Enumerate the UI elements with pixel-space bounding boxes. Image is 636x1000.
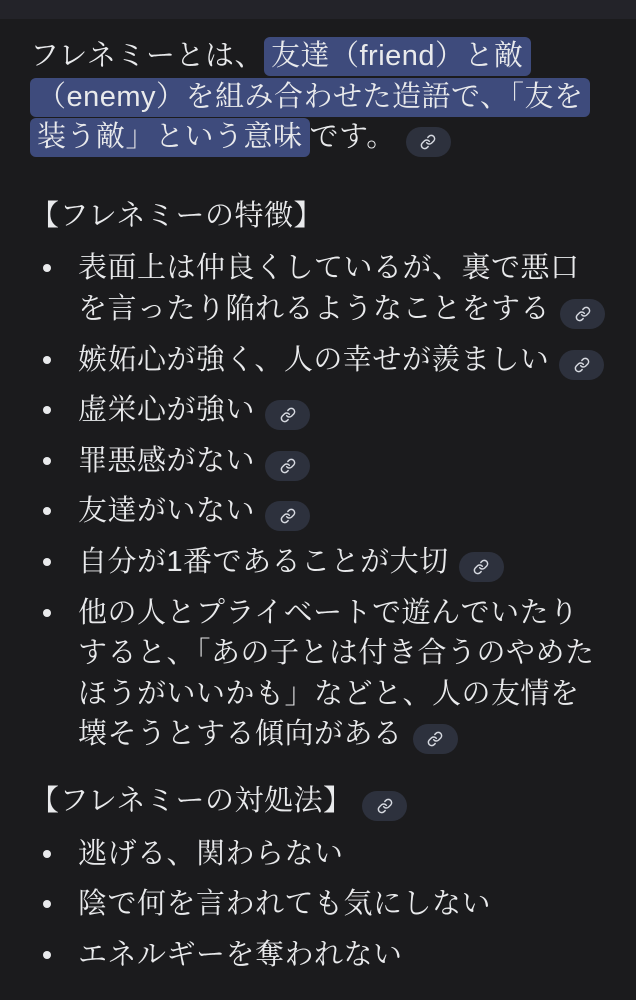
- source-link-button[interactable]: [265, 451, 310, 481]
- list-item: [30, 935, 606, 976]
- link-icon: [574, 357, 590, 373]
- list-item-body: [78, 248, 606, 329]
- source-link-button[interactable]: [362, 791, 407, 821]
- intro-text-end: です。: [309, 121, 396, 154]
- intro-highlighted-text: 友達（friend）と敵（enemy）を組み合わせた造語で、「友を装う敵」という意味: [30, 37, 590, 157]
- link-icon: [280, 458, 296, 474]
- list-item-body: [78, 340, 606, 381]
- answer-body: [0, 19, 636, 975]
- bullet-dot: [43, 264, 51, 272]
- list-item: [30, 491, 606, 532]
- list-item-text: 陰で何を言われても気にしない: [78, 888, 492, 921]
- bullet-list: [30, 248, 606, 755]
- list-item-text: 罪悪感がない: [78, 444, 256, 477]
- list-item-body: [78, 491, 606, 532]
- bullet-list: [30, 834, 606, 976]
- link-icon: [420, 134, 436, 150]
- source-link-button[interactable]: [265, 400, 310, 430]
- link-icon: [473, 559, 489, 575]
- link-icon: [575, 306, 591, 322]
- list-item-text: エネルギーを奪われない: [78, 938, 403, 971]
- list-item: [30, 593, 606, 755]
- list-item-text: 逃げる、関わらない: [78, 837, 344, 870]
- source-link-button[interactable]: [560, 299, 605, 329]
- source-link-button[interactable]: [406, 127, 451, 157]
- top-bar: [0, 0, 636, 19]
- list-item-text: 表面上は仲良くしているが、裏で悪口を言ったり陥れるようなことをする: [78, 252, 580, 325]
- bullet-dot: [43, 850, 51, 858]
- source-link-button[interactable]: [413, 724, 458, 754]
- list-item-text: 虚栄心が強い: [78, 394, 256, 427]
- bullet-dot: [43, 609, 51, 617]
- link-icon: [377, 798, 393, 814]
- list-item: [30, 441, 606, 482]
- list-item-text: 友達がいない: [78, 495, 256, 528]
- section-heading-text: 【フレネミーの対処法】: [30, 784, 353, 817]
- list-item-body: [78, 593, 606, 755]
- section-heading-text: 【フレネミーの特徴】: [30, 199, 323, 232]
- list-item: [30, 884, 606, 925]
- list-item: [30, 390, 606, 431]
- section-heading: [30, 196, 606, 237]
- list-item-text: 嫉妬心が強く、人の幸せが羨ましい: [78, 343, 550, 376]
- link-icon: [280, 508, 296, 524]
- list-item: [30, 834, 606, 875]
- sections-container: [30, 196, 606, 976]
- bullet-dot: [43, 558, 51, 566]
- bullet-dot: [43, 356, 51, 364]
- source-link-button[interactable]: [459, 552, 504, 582]
- list-item: [30, 340, 606, 381]
- list-item-body: [78, 441, 606, 482]
- bullet-dot: [43, 507, 51, 515]
- list-item-body: [78, 935, 606, 976]
- link-icon: [427, 731, 443, 747]
- bullet-dot: [43, 900, 51, 908]
- intro-paragraph: [30, 36, 606, 158]
- source-link-button[interactable]: [559, 350, 604, 380]
- list-item-body: [78, 390, 606, 431]
- list-item-text: 他の人とプライベートで遊んでいたりすると、「あの子とは付き合うのやめたほうがいいかも」などと、人の友情を壊そうとする傾向がある: [78, 596, 595, 751]
- list-item: [30, 248, 606, 329]
- link-icon: [280, 407, 296, 423]
- section: [30, 196, 606, 755]
- section: [30, 781, 606, 975]
- intro-text: フレネミーとは、: [30, 40, 264, 72]
- bullet-dot: [43, 457, 51, 465]
- bullet-dot: [43, 406, 51, 414]
- bullet-dot: [43, 951, 51, 959]
- list-item-text: 自分が1番であることが大切: [78, 545, 449, 578]
- source-link-button[interactable]: [265, 501, 310, 531]
- list-item-body: [78, 542, 606, 583]
- list-item: [30, 542, 606, 583]
- list-item-body: [78, 834, 606, 875]
- section-heading: [30, 781, 606, 822]
- list-item-body: [78, 884, 606, 925]
